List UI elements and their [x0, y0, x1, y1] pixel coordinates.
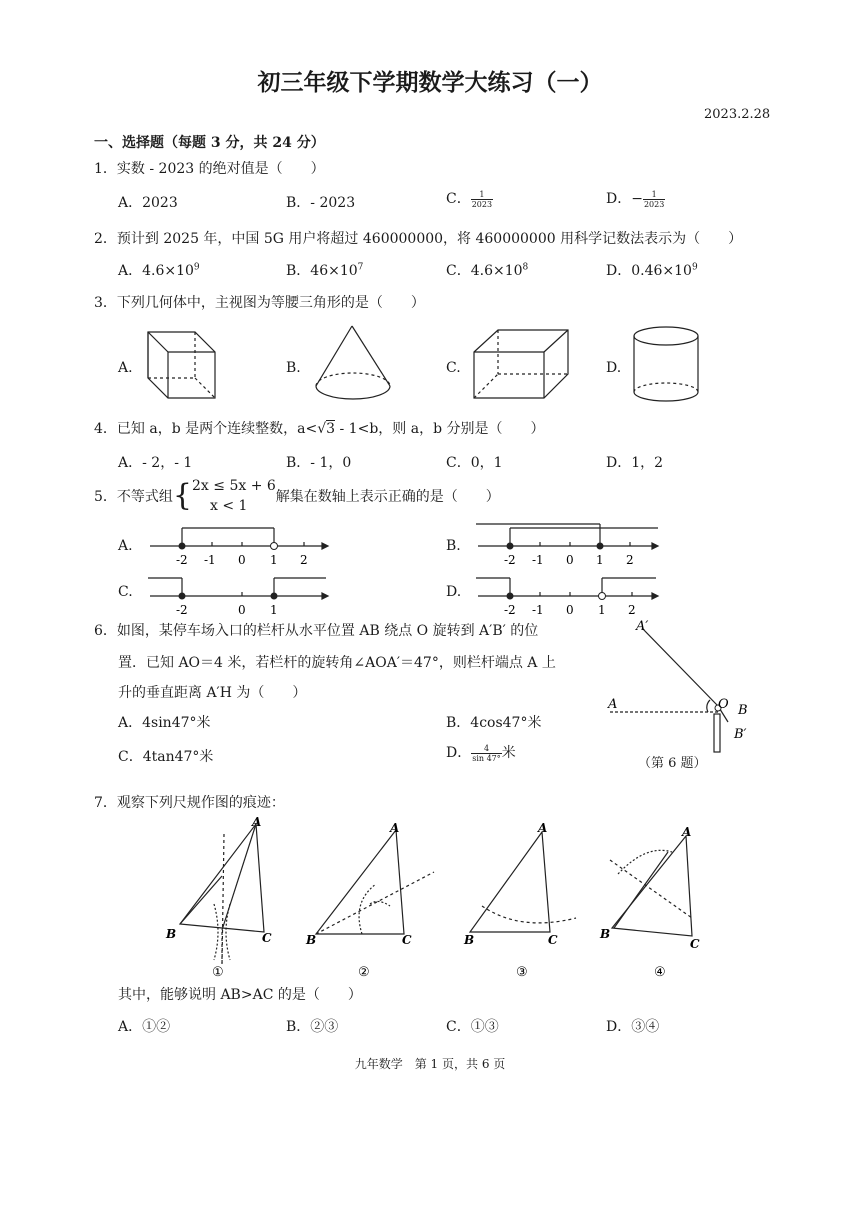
vertex-c: C — [690, 937, 700, 951]
q3-cone-figure — [310, 322, 400, 404]
q1-option-a: A．2023 — [118, 195, 178, 211]
page-title: 初三年级下学期数学大练习（一） — [257, 69, 603, 96]
tick-label: 2 — [628, 603, 636, 617]
tick-label: 2 — [626, 553, 634, 567]
q4-option-b: B．- 1，0 — [286, 455, 352, 471]
q6-figure-caption: （第 6 题） — [638, 756, 707, 771]
figure-number: ① — [212, 965, 224, 980]
figure-number: ② — [358, 965, 370, 980]
q5-number-line-c — [146, 570, 330, 620]
q6-option-c: C．4tan47°米 — [118, 749, 214, 765]
tick-label: -2 — [176, 603, 188, 617]
question-2-stem: 2．预计到 2025 年，中国 5G 用户将超过 460000000，将 460000000 用科学记数法表示为（ ） — [94, 231, 743, 247]
q7-figure-1 — [160, 814, 290, 980]
q5-number-line-a — [146, 520, 326, 570]
q5-number-line-b — [474, 520, 658, 570]
q3-cylinder-figure — [630, 322, 710, 406]
vertex-c: C — [262, 931, 272, 945]
question-6-line3: 升的垂直距离 A′H 为（ ） — [118, 685, 307, 701]
tick-label: -1 — [532, 553, 544, 567]
q3-prism-figure — [140, 322, 230, 404]
vertex-b: B — [464, 933, 475, 947]
tick-label: 0 — [566, 603, 574, 617]
q5-option-c: C. — [118, 584, 133, 600]
q7-option-a: A．①② — [118, 1019, 171, 1035]
figure-number: ④ — [654, 965, 666, 980]
q3-option-a: A. — [118, 360, 133, 376]
q7-option-c: C．①③ — [446, 1019, 499, 1035]
label-o: O — [718, 697, 729, 712]
q6-option-d: D． $\frac{4}{\sin 47^\circ}$ 米 — [446, 743, 516, 763]
q5-number-line-d — [474, 570, 658, 620]
tick-label: 2 — [300, 553, 308, 567]
q5-option-d: D. — [446, 584, 462, 600]
q1-option-c: C． $\frac{1}{2023}$ — [446, 189, 493, 209]
q5-option-a: A. — [118, 538, 133, 554]
q1-option-d: D．− $\frac{1}{2023}$ — [606, 189, 665, 209]
vertex-b: B — [306, 933, 317, 947]
figure-number: ③ — [516, 965, 528, 980]
tick-label: 0 — [238, 603, 246, 617]
q7-option-b: B．②③ — [286, 1019, 339, 1035]
vertex-c: C — [402, 933, 412, 947]
label-a: A — [608, 697, 618, 712]
tick-label: 1 — [596, 553, 604, 567]
tick-label: 1 — [270, 603, 278, 617]
section-heading: 一、选择题（每题 3 分，共 24 分） — [94, 135, 325, 151]
tick-label: -2 — [504, 603, 516, 617]
vertex-a: A — [538, 821, 548, 835]
q7-figure-4 — [600, 814, 720, 980]
question-6-line2: 置．已知 AO＝4 米，若栏杆的旋转角∠AOA′＝47°，则栏杆端点 A 上 — [118, 655, 556, 671]
q2-option-c: C．$4.6\times 10^8$ — [446, 262, 529, 279]
question-3-stem: 3．下列几何体中，主视图为等腰三角形的是（ ） — [94, 295, 425, 311]
question-1-stem: 1．实数 - 2023 的绝对值是（ ） — [94, 161, 325, 177]
vertex-c: C — [548, 933, 558, 947]
question-6-line1: 6．如图，某停车场入口的栏杆从水平位置 AB 绕点 O 旋转到 A′B′ 的位 — [94, 623, 539, 639]
q3-option-c: C. — [446, 360, 461, 376]
tick-label: -2 — [176, 553, 188, 567]
q1-option-b: B．- 2023 — [286, 195, 356, 211]
question-7-ask: 其中，能够说明 AB>AC 的是（ ） — [118, 987, 362, 1003]
vertex-a: A — [390, 821, 400, 835]
label-b-prime: B′ — [734, 727, 747, 742]
q7-option-d: D．③④ — [606, 1019, 660, 1035]
tick-label: 1 — [270, 553, 278, 567]
q2-option-a: A．$4.6\times 10^9$ — [118, 262, 200, 279]
vertex-a: A — [682, 825, 692, 839]
q7-figure-2 — [306, 814, 446, 980]
q3-cuboid-figure — [470, 322, 574, 404]
question-5-stem: 5．不等式组{ 2x ≤ 5x + 6 x < 1 解集在数轴上表示正确的是（ ） — [94, 478, 500, 514]
exam-date: 2023.2.28 — [704, 107, 771, 122]
q4-option-a: A．- 2，- 1 — [118, 455, 193, 471]
tick-label: 0 — [566, 553, 574, 567]
q3-option-d: D. — [606, 360, 622, 376]
question-7-stem: 7．观察下列尺规作图的痕迹： — [94, 795, 285, 811]
tick-label: -2 — [504, 553, 516, 567]
q4-option-d: D．1，2 — [606, 455, 664, 471]
page-footer: 九年数学 第 1 页，共 6 页 — [354, 1057, 506, 1071]
q5-option-b: B. — [446, 538, 461, 554]
q2-option-b: B．$46\times 10^7$ — [286, 262, 364, 279]
tick-label: -1 — [532, 603, 544, 617]
tick-label: -1 — [204, 553, 216, 567]
tick-label: 0 — [238, 553, 246, 567]
vertex-b: B — [166, 927, 177, 941]
q4-option-c: C．0，1 — [446, 455, 503, 471]
q7-figure-3 — [460, 814, 590, 980]
label-a-prime: A′ — [636, 619, 649, 634]
question-4-stem: 4．已知 a，b 是两个连续整数，a<√3 - 1<b，则 a，b 分别是（ ） — [94, 421, 545, 437]
tick-label: 1 — [598, 603, 606, 617]
vertex-b: B — [600, 927, 611, 941]
vertex-a: A — [252, 815, 262, 829]
q3-option-b: B. — [286, 360, 301, 376]
q6-barrier-figure — [600, 618, 770, 758]
q6-option-a: A．4sin47°米 — [118, 715, 211, 731]
q6-option-b: B．4cos47°米 — [446, 715, 542, 731]
q2-option-d: D．$0.46\times 10^9$ — [606, 262, 698, 279]
label-b: B — [738, 703, 748, 718]
